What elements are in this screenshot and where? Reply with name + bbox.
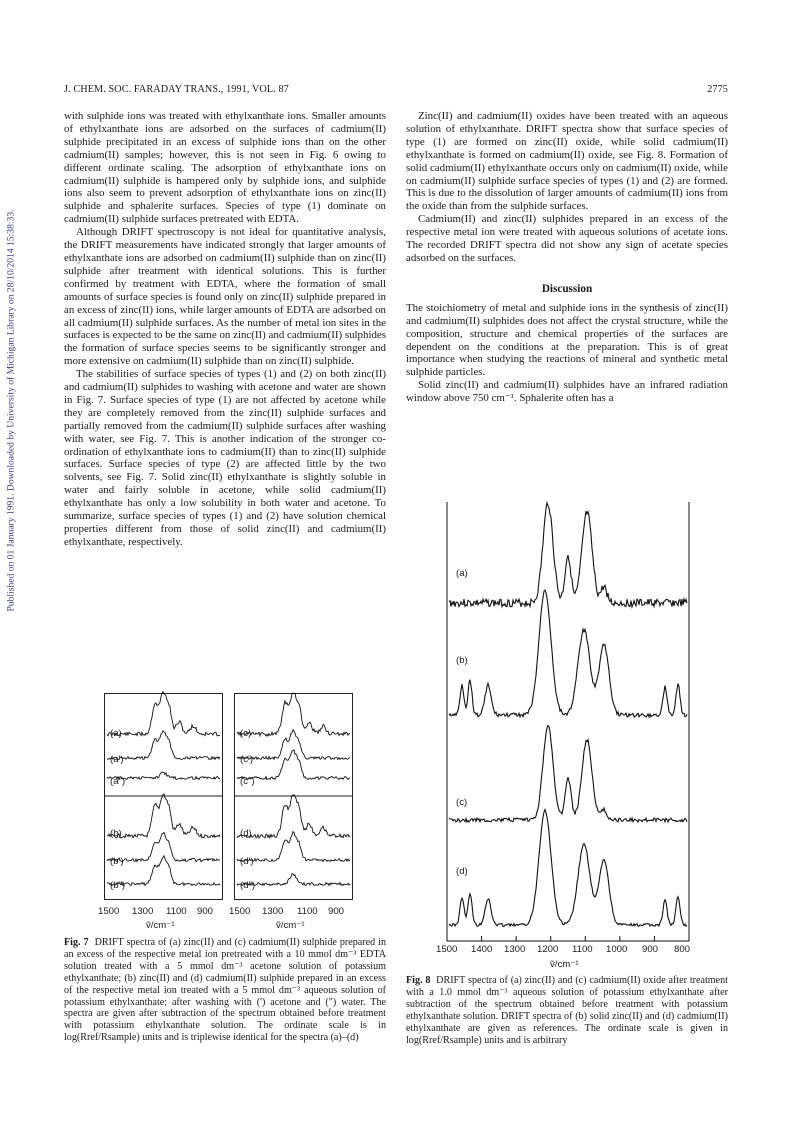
fig7-left-spectra <box>105 694 222 899</box>
fig7-tick: 900 <box>197 906 214 917</box>
fig7-label-c: (c) <box>240 728 252 739</box>
fig8-tick: 1100 <box>572 944 593 955</box>
fig7-label-b: (b) <box>110 828 122 839</box>
paragraph: with sulphide ions was treated with ethylxanthate ions. Smaller amounts of ethylxanthate ions are adsorbed on the surfaces of cadmium(II) sulphide precipitated in an excess of sulphide ions than on the other cadmium(II) samples; however, this is not seen in Fig. 6 owing to different ordinate scaling. The adsorption of ethylxanthate ions on cadmium(II) sulphide is hampered only by sulphide ions, and sulphide ions also seem to prevent adsorption of ethylxanthate ions on zinc(II) sulphide and sphalerite surfaces. Species of type (1) dominate on cadmium(II) sulphide surfaces pretreated with EDTA. <box>64 110 386 226</box>
fig7-tick: 1100 <box>166 906 187 917</box>
section-heading: Discussion <box>541 282 593 295</box>
fig7-caption-text: DRIFT spectra of (a) zinc(II) and (c) cadmium(II) sulphide prepared in an excess of the respective metal ion pretreated with a 10 mmol dm⁻³ EDTA solution treated with a 5 mmol dm⁻³ acetone solution of potassium ethylxanthate; (b) zinc(II) and (d) cadmium(II) sulphide prepared in an excess of the respective metal ion treated with a 5 mmol dm⁻³ aqueous solution of potassium ethylxanthate; after washing with (') acetone and (") water. The spectra are given after subtraction of the spectrum obtained before treatment with potassium ethylxanthate solution. The ordinate scale is in log(Rref/Rsample) units and is triplewise identical for the spectra (a)–(d) <box>64 937 386 1044</box>
fig7-label-b2: (b") <box>110 880 126 891</box>
fig7-label-a2: (a") <box>110 776 126 787</box>
fig7-tick: 900 <box>328 906 345 917</box>
paragraph: Although DRIFT spectroscopy is not ideal for quantitative analysis, the DRIFT measurements have indicated strongly that larger amounts of ethylxanthate ions are adsorbed on cadmium(II) sulphide than on zinc(II) sulphide after treatment with identical solutions. This is further confirmed by treatment with EDTA, where the formation of small amounts of surface species is found only on zinc(II) sulphide prepared in an excess of zinc(II) ions, while larger amounts of EDTA are adsorbed on all cadmium(II) sulphide surfaces. As the number of metal ion sites in the surfaces is expected to be the same on zinc(II) and cadmium(II) sulphides the formation of surface species seems to be significantly stronger and more extensive on cadmium(II) sulphide than on zinc(II) sulphide. <box>64 226 386 368</box>
fig8-tick: 1500 <box>436 944 458 955</box>
download-notice-text: Published on 01 January 1991. Downloaded by University of Michigan Library on 28/10/2014 15:38:33. <box>5 208 17 612</box>
running-header <box>64 84 728 98</box>
fig8-label-b: (b) <box>456 655 468 666</box>
fig8-caption <box>406 975 728 1046</box>
fig7-tick: 1500 <box>98 906 120 917</box>
fig8-tick: 800 <box>674 944 691 955</box>
fig8-label-d: (d) <box>456 866 468 877</box>
fig8-caption-text: DRIFT spectra of (a) zinc(II) and (c) cadmium(II) oxide after treatment with a 1.0 mmol dm⁻³ aqueous solution of potassium ethylxanthate after subtraction of the spectrum obtained before treatment with potassium ethylxanthate solution. DRIFT spectra of (b) solid zinc(II) and (d) cadmium(II) ethylxanthate are given as references. The ordinate scale is given in log(Rref/Rsample) units and is arbitrary <box>406 975 728 1046</box>
fig8-tick: 1000 <box>606 944 628 955</box>
fig8-trace-c <box>449 726 687 823</box>
paragraph: Solid zinc(II) and cadmium(II) sulphides have an infrared radiation window above 750 cm⁻¹. Sphalerite often has a <box>406 379 728 405</box>
paragraph: Cadmium(II) and zinc(II) sulphides prepared in an excess of the respective metal ion were treated with aqueous solutions of acetate ions. The recorded DRIFT spectra did not show any sign of acetate species adsorbed on the surfaces. <box>406 213 728 264</box>
fig8-trace-d <box>449 810 687 927</box>
fig7-tick: 1300 <box>262 906 284 917</box>
fig8-trace-a <box>449 503 687 607</box>
fig7-trace-c <box>237 693 350 736</box>
fig8-caption-label: Fig. 8 <box>406 975 431 986</box>
fig8-label-c: (c) <box>456 797 468 808</box>
fig8-label-a: (a) <box>456 568 468 579</box>
fig8-trace-b <box>449 590 687 717</box>
fig7-trace-b <box>107 794 220 838</box>
paragraph: The stoichiometry of metal and sulphide ions in the synthesis of zinc(II) and cadmium(II) sulphides does not affect the crystal structure, while the composition, structure and chemical properties of the surfaces are dependent on the conditions at the preparation. This is of great importance when studying the reactions of mineral and synthetic metal sulphide particles. <box>406 301 728 379</box>
fig7-tick: 1500 <box>229 906 251 917</box>
fig8-tick: 1400 <box>471 944 493 955</box>
fig7-label-a: (a) <box>110 728 122 739</box>
paragraph: Zinc(II) and cadmium(II) oxides have been treated with an aqueous solution of ethylxanthate. DRIFT spectra show that surface species of type (1) are formed on zinc(II) oxide, while solid cadmium(II) ethylxanthate is formed on cadmium(II) oxide, see Fig. 8. Formation of solid cadmium(II) ethylxanthate occurs only on cadmium(II) oxide, while on cadmium(II) sulphide surface species of types (1) and (2) are formed. This is due to the dissolution of larger amounts of cadmium(II) ions from the oxide than from the sulphide surfaces. <box>406 110 728 213</box>
fig7-left-panel <box>104 693 223 900</box>
left-column <box>64 110 386 549</box>
fig7-xlabel: ṽ/cm⁻¹ <box>146 920 175 931</box>
fig7-trace-a1 <box>107 731 220 760</box>
fig7-label-a1: (a') <box>110 754 124 765</box>
fig7-label-c2: (c") <box>240 776 255 787</box>
fig7-caption-label: Fig. 7 <box>64 937 89 948</box>
download-notice <box>2 130 20 690</box>
journal-citation: J. CHEM. SOC. FARADAY TRANS., 1991, VOL. 87 <box>64 84 289 95</box>
fig7-tick: 1100 <box>297 906 318 917</box>
page-number: 2775 <box>707 84 728 95</box>
fig7-right-spectra <box>235 694 352 899</box>
fig8-xlabel: ṽ/cm⁻¹ <box>550 959 579 970</box>
fig7-label-d2: (d") <box>240 880 256 891</box>
fig7-label-d: (d) <box>240 828 252 839</box>
fig7-right-panel <box>234 693 353 900</box>
fig7-tick: 1300 <box>132 906 154 917</box>
fig8-tick: 1200 <box>537 944 559 955</box>
fig7-label-d1: (d') <box>240 856 254 867</box>
right-column <box>406 110 728 405</box>
fig7-label-b1: (b') <box>110 856 124 867</box>
paragraph: The stabilities of surface species of types (1) and (2) on both zinc(II) and cadmium(II) sulphides to washing with acetone and water are shown in Fig. 7. Surface species of type (1) are not affected by acetone while they are completely removed from the zinc(II) sulphide surfaces and partially removed from the cadmium(II) sulphide surfaces after washing with water, see Fig. 7. This is another indication of the stronger co-ordination of ethylxanthate ions to cadmium(II) than to zinc(II) sulphide surfaces. Surface species of type (2) are affected little by the two solvents, see Fig. 7. Solid zinc(II) ethylxanthate is slightly soluble in water and fairly soluble in acetone, while solid cadmium(II) ethylxanthate has only a low solubility in both water and acetone. To summarize, surface species of types (1) and (2) have solution chemical properties different from those of solid zinc(II) and cadmium(II) ethylxanthate, respectively. <box>64 368 386 548</box>
fig8-tick: 900 <box>642 944 659 955</box>
fig7-trace-a <box>107 692 220 736</box>
fig8-frame <box>447 502 689 941</box>
fig7-caption <box>64 937 386 1044</box>
fig7-label-c1: (c') <box>240 754 254 765</box>
fig8-tick: 1300 <box>504 944 526 955</box>
fig7-xlabel: ṽ/cm⁻¹ <box>276 920 305 931</box>
